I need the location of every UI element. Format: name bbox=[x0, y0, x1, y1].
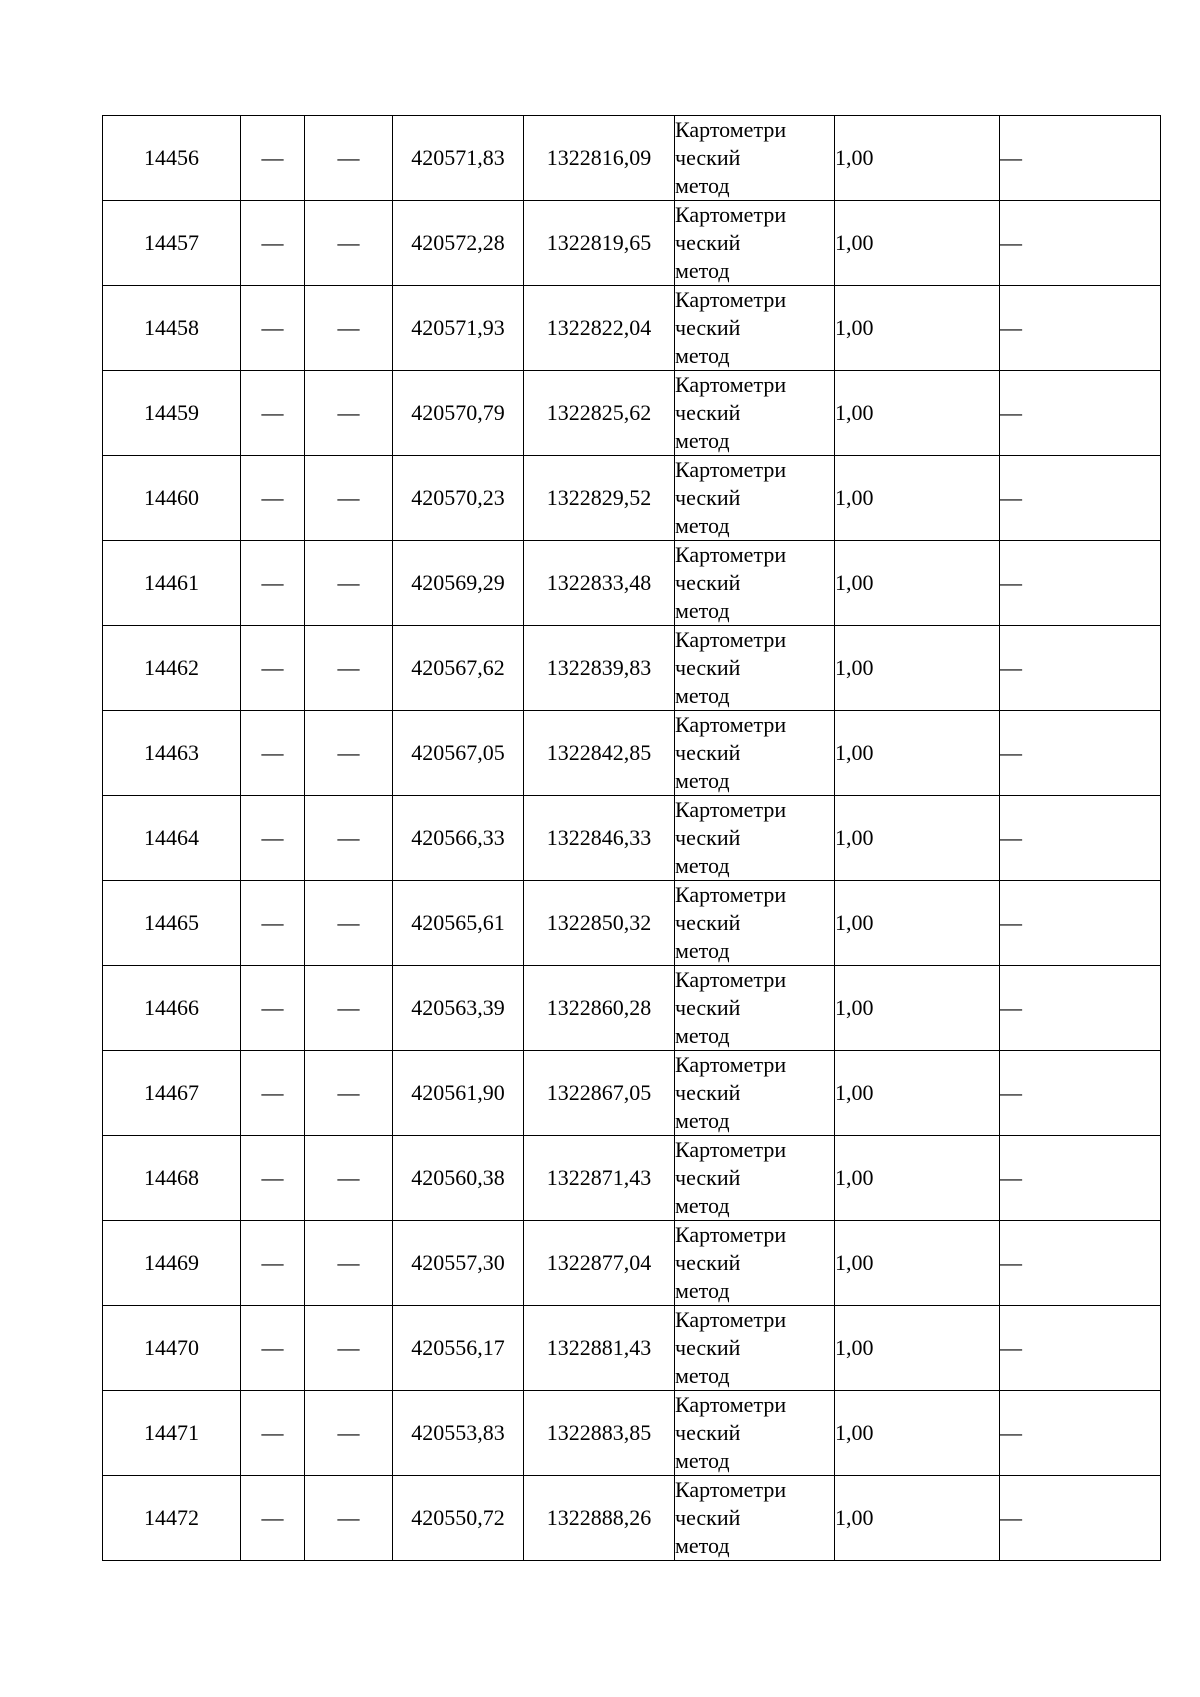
dash-cell-3: — bbox=[305, 1051, 393, 1136]
y-coordinate-cell: 1322839,83 bbox=[524, 626, 675, 711]
dash-cell-3: — bbox=[305, 1136, 393, 1221]
point-number-cell: 14457 bbox=[103, 201, 241, 286]
method-text-line: ческий bbox=[675, 485, 741, 510]
y-coordinate-cell: 1322829,52 bbox=[524, 456, 675, 541]
dash-cell-last: — bbox=[1000, 966, 1161, 1051]
method-text-line: ческий bbox=[675, 910, 741, 935]
method-cell bbox=[675, 456, 835, 541]
x-coordinate-cell: 420566,33 bbox=[393, 796, 524, 881]
dash-cell-last: — bbox=[1000, 626, 1161, 711]
accuracy-cell: 1,00 bbox=[835, 456, 1000, 541]
coordinates-table bbox=[102, 115, 1161, 1561]
y-coordinate-cell: 1322846,33 bbox=[524, 796, 675, 881]
method-text-line: ческий bbox=[675, 1505, 741, 1530]
accuracy-cell: 1,00 bbox=[835, 1391, 1000, 1476]
method-text-line: метод bbox=[675, 343, 730, 368]
method-text-line: метод bbox=[675, 258, 730, 283]
method-cell bbox=[675, 1306, 835, 1391]
method-text-line: метод bbox=[675, 683, 730, 708]
table-row bbox=[103, 1221, 1161, 1306]
accuracy-cell: 1,00 bbox=[835, 966, 1000, 1051]
table-row bbox=[103, 1136, 1161, 1221]
accuracy-cell: 1,00 bbox=[835, 1476, 1000, 1561]
method-text-line: ческий bbox=[675, 230, 741, 255]
x-coordinate-cell: 420571,83 bbox=[393, 116, 524, 201]
dash-cell-last: — bbox=[1000, 711, 1161, 796]
method-text-line: метод bbox=[675, 1448, 730, 1473]
y-coordinate-cell: 1322816,09 bbox=[524, 116, 675, 201]
method-text-line: Картометри bbox=[675, 797, 787, 822]
dash-cell-3: — bbox=[305, 286, 393, 371]
dash-cell-2: — bbox=[241, 1306, 305, 1391]
dash-cell-last: — bbox=[1000, 371, 1161, 456]
x-coordinate-cell: 420563,39 bbox=[393, 966, 524, 1051]
dash-cell-2: — bbox=[241, 1476, 305, 1561]
method-text-line: метод bbox=[675, 1533, 730, 1558]
method-cell bbox=[675, 796, 835, 881]
dash-cell-2: — bbox=[241, 456, 305, 541]
accuracy-cell: 1,00 bbox=[835, 881, 1000, 966]
point-number-cell: 14468 bbox=[103, 1136, 241, 1221]
method-text-line: ческий bbox=[675, 145, 741, 170]
x-coordinate-cell: 420550,72 bbox=[393, 1476, 524, 1561]
accuracy-cell: 1,00 bbox=[835, 1051, 1000, 1136]
x-coordinate-cell: 420557,30 bbox=[393, 1221, 524, 1306]
method-text-line: Картометри bbox=[675, 1477, 787, 1502]
dash-cell-3: — bbox=[305, 966, 393, 1051]
method-text-line: ческий bbox=[675, 1080, 741, 1105]
method-text-line: Картометри bbox=[675, 882, 787, 907]
dash-cell-3: — bbox=[305, 1221, 393, 1306]
method-text-line: ческий bbox=[675, 570, 741, 595]
dash-cell-2: — bbox=[241, 626, 305, 711]
method-text-line: Картометри bbox=[675, 457, 787, 482]
method-text-line: ческий bbox=[675, 1165, 741, 1190]
method-text-line: ческий bbox=[675, 655, 741, 680]
method-cell bbox=[675, 371, 835, 456]
point-number-cell: 14462 bbox=[103, 626, 241, 711]
dash-cell-3: — bbox=[305, 796, 393, 881]
method-text-line: метод bbox=[675, 428, 730, 453]
x-coordinate-cell: 420570,23 bbox=[393, 456, 524, 541]
y-coordinate-cell: 1322867,05 bbox=[524, 1051, 675, 1136]
x-coordinate-cell: 420560,38 bbox=[393, 1136, 524, 1221]
dash-cell-3: — bbox=[305, 541, 393, 626]
table-row bbox=[103, 1051, 1161, 1136]
x-coordinate-cell: 420572,28 bbox=[393, 201, 524, 286]
table-row bbox=[103, 966, 1161, 1051]
method-text-line: ческий bbox=[675, 1250, 741, 1275]
dash-cell-2: — bbox=[241, 1136, 305, 1221]
dash-cell-last: — bbox=[1000, 116, 1161, 201]
method-text-line: Картометри bbox=[675, 1222, 787, 1247]
method-text-line: метод bbox=[675, 513, 730, 538]
method-text-line: Картометри bbox=[675, 1392, 787, 1417]
dash-cell-last: — bbox=[1000, 796, 1161, 881]
point-number-cell: 14458 bbox=[103, 286, 241, 371]
dash-cell-2: — bbox=[241, 1051, 305, 1136]
point-number-cell: 14467 bbox=[103, 1051, 241, 1136]
dash-cell-3: — bbox=[305, 1476, 393, 1561]
dash-cell-2: — bbox=[241, 286, 305, 371]
x-coordinate-cell: 420556,17 bbox=[393, 1306, 524, 1391]
method-cell bbox=[675, 1136, 835, 1221]
dash-cell-3: — bbox=[305, 201, 393, 286]
point-number-cell: 14465 bbox=[103, 881, 241, 966]
accuracy-cell: 1,00 bbox=[835, 711, 1000, 796]
method-text-line: Картометри bbox=[675, 1137, 787, 1162]
y-coordinate-cell: 1322819,65 bbox=[524, 201, 675, 286]
y-coordinate-cell: 1322871,43 bbox=[524, 1136, 675, 1221]
method-cell bbox=[675, 881, 835, 966]
method-text-line: метод bbox=[675, 1023, 730, 1048]
y-coordinate-cell: 1322883,85 bbox=[524, 1391, 675, 1476]
table-row bbox=[103, 1476, 1161, 1561]
y-coordinate-cell: 1322825,62 bbox=[524, 371, 675, 456]
x-coordinate-cell: 420570,79 bbox=[393, 371, 524, 456]
dash-cell-last: — bbox=[1000, 201, 1161, 286]
accuracy-cell: 1,00 bbox=[835, 541, 1000, 626]
dash-cell-last: — bbox=[1000, 1476, 1161, 1561]
point-number-cell: 14472 bbox=[103, 1476, 241, 1561]
table-row bbox=[103, 541, 1161, 626]
y-coordinate-cell: 1322860,28 bbox=[524, 966, 675, 1051]
method-cell bbox=[675, 201, 835, 286]
method-cell bbox=[675, 1051, 835, 1136]
method-text-line: Картометри bbox=[675, 627, 787, 652]
method-cell bbox=[675, 966, 835, 1051]
dash-cell-3: — bbox=[305, 1306, 393, 1391]
table-row bbox=[103, 711, 1161, 796]
dash-cell-last: — bbox=[1000, 1221, 1161, 1306]
x-coordinate-cell: 420561,90 bbox=[393, 1051, 524, 1136]
point-number-cell: 14466 bbox=[103, 966, 241, 1051]
table-row bbox=[103, 116, 1161, 201]
dash-cell-2: — bbox=[241, 796, 305, 881]
method-text-line: метод bbox=[675, 853, 730, 878]
x-coordinate-cell: 420565,61 bbox=[393, 881, 524, 966]
method-text-line: Картометри bbox=[675, 287, 787, 312]
dash-cell-3: — bbox=[305, 456, 393, 541]
dash-cell-last: — bbox=[1000, 1136, 1161, 1221]
dash-cell-3: — bbox=[305, 881, 393, 966]
method-cell bbox=[675, 711, 835, 796]
x-coordinate-cell: 420571,93 bbox=[393, 286, 524, 371]
dash-cell-2: — bbox=[241, 966, 305, 1051]
method-cell bbox=[675, 626, 835, 711]
y-coordinate-cell: 1322888,26 bbox=[524, 1476, 675, 1561]
method-text-line: Картометри bbox=[675, 1052, 787, 1077]
method-text-line: Картометри bbox=[675, 202, 787, 227]
dash-cell-3: — bbox=[305, 1391, 393, 1476]
method-text-line: ческий bbox=[675, 995, 741, 1020]
point-number-cell: 14469 bbox=[103, 1221, 241, 1306]
accuracy-cell: 1,00 bbox=[835, 796, 1000, 881]
dash-cell-3: — bbox=[305, 626, 393, 711]
method-text-line: ческий bbox=[675, 1420, 741, 1445]
dash-cell-last: — bbox=[1000, 286, 1161, 371]
method-text-line: ческий bbox=[675, 1335, 741, 1360]
table-row bbox=[103, 626, 1161, 711]
dash-cell-last: — bbox=[1000, 456, 1161, 541]
method-text-line: Картометри bbox=[675, 967, 787, 992]
table-row bbox=[103, 456, 1161, 541]
method-text-line: Картометри bbox=[675, 117, 787, 142]
point-number-cell: 14460 bbox=[103, 456, 241, 541]
method-text-line: метод bbox=[675, 1363, 730, 1388]
x-coordinate-cell: 420567,62 bbox=[393, 626, 524, 711]
method-text-line: метод bbox=[675, 938, 730, 963]
accuracy-cell: 1,00 bbox=[835, 626, 1000, 711]
method-text-line: метод bbox=[675, 1108, 730, 1133]
x-coordinate-cell: 420567,05 bbox=[393, 711, 524, 796]
dash-cell-2: — bbox=[241, 1391, 305, 1476]
dash-cell-3: — bbox=[305, 711, 393, 796]
table-row bbox=[103, 881, 1161, 966]
dash-cell-2: — bbox=[241, 371, 305, 456]
method-text-line: ческий bbox=[675, 400, 741, 425]
method-text-line: ческий bbox=[675, 740, 741, 765]
accuracy-cell: 1,00 bbox=[835, 371, 1000, 456]
table-row bbox=[103, 1391, 1161, 1476]
accuracy-cell: 1,00 bbox=[835, 1136, 1000, 1221]
table-row bbox=[103, 371, 1161, 456]
method-text-line: метод bbox=[675, 598, 730, 623]
method-text-line: метод bbox=[675, 1278, 730, 1303]
point-number-cell: 14464 bbox=[103, 796, 241, 881]
method-text-line: ческий bbox=[675, 315, 741, 340]
dash-cell-2: — bbox=[241, 1221, 305, 1306]
point-number-cell: 14471 bbox=[103, 1391, 241, 1476]
table-row bbox=[103, 796, 1161, 881]
dash-cell-3: — bbox=[305, 371, 393, 456]
point-number-cell: 14459 bbox=[103, 371, 241, 456]
y-coordinate-cell: 1322822,04 bbox=[524, 286, 675, 371]
dash-cell-2: — bbox=[241, 711, 305, 796]
dash-cell-2: — bbox=[241, 541, 305, 626]
method-text-line: ческий bbox=[675, 825, 741, 850]
method-text-line: Картометри bbox=[675, 712, 787, 737]
accuracy-cell: 1,00 bbox=[835, 1221, 1000, 1306]
method-text-line: Картометри bbox=[675, 542, 787, 567]
method-cell bbox=[675, 286, 835, 371]
dash-cell-last: — bbox=[1000, 1306, 1161, 1391]
point-number-cell: 14470 bbox=[103, 1306, 241, 1391]
method-text-line: Картометри bbox=[675, 1307, 787, 1332]
dash-cell-last: — bbox=[1000, 881, 1161, 966]
accuracy-cell: 1,00 bbox=[835, 286, 1000, 371]
table-body bbox=[103, 116, 1161, 1561]
method-cell bbox=[675, 1221, 835, 1306]
dash-cell-2: — bbox=[241, 116, 305, 201]
method-cell bbox=[675, 116, 835, 201]
point-number-cell: 14461 bbox=[103, 541, 241, 626]
accuracy-cell: 1,00 bbox=[835, 116, 1000, 201]
y-coordinate-cell: 1322850,32 bbox=[524, 881, 675, 966]
x-coordinate-cell: 420553,83 bbox=[393, 1391, 524, 1476]
dash-cell-last: — bbox=[1000, 1391, 1161, 1476]
dash-cell-3: — bbox=[305, 116, 393, 201]
method-cell bbox=[675, 1391, 835, 1476]
method-text-line: метод bbox=[675, 1193, 730, 1218]
y-coordinate-cell: 1322842,85 bbox=[524, 711, 675, 796]
dash-cell-last: — bbox=[1000, 1051, 1161, 1136]
method-text-line: метод bbox=[675, 768, 730, 793]
method-text-line: метод bbox=[675, 173, 730, 198]
table-row bbox=[103, 286, 1161, 371]
method-text-line: Картометри bbox=[675, 372, 787, 397]
table-row bbox=[103, 201, 1161, 286]
method-cell bbox=[675, 1476, 835, 1561]
dash-cell-2: — bbox=[241, 201, 305, 286]
table-row bbox=[103, 1306, 1161, 1391]
point-number-cell: 14456 bbox=[103, 116, 241, 201]
point-number-cell: 14463 bbox=[103, 711, 241, 796]
x-coordinate-cell: 420569,29 bbox=[393, 541, 524, 626]
dash-cell-last: — bbox=[1000, 541, 1161, 626]
method-cell bbox=[675, 541, 835, 626]
y-coordinate-cell: 1322881,43 bbox=[524, 1306, 675, 1391]
dash-cell-2: — bbox=[241, 881, 305, 966]
y-coordinate-cell: 1322877,04 bbox=[524, 1221, 675, 1306]
y-coordinate-cell: 1322833,48 bbox=[524, 541, 675, 626]
accuracy-cell: 1,00 bbox=[835, 1306, 1000, 1391]
accuracy-cell: 1,00 bbox=[835, 201, 1000, 286]
